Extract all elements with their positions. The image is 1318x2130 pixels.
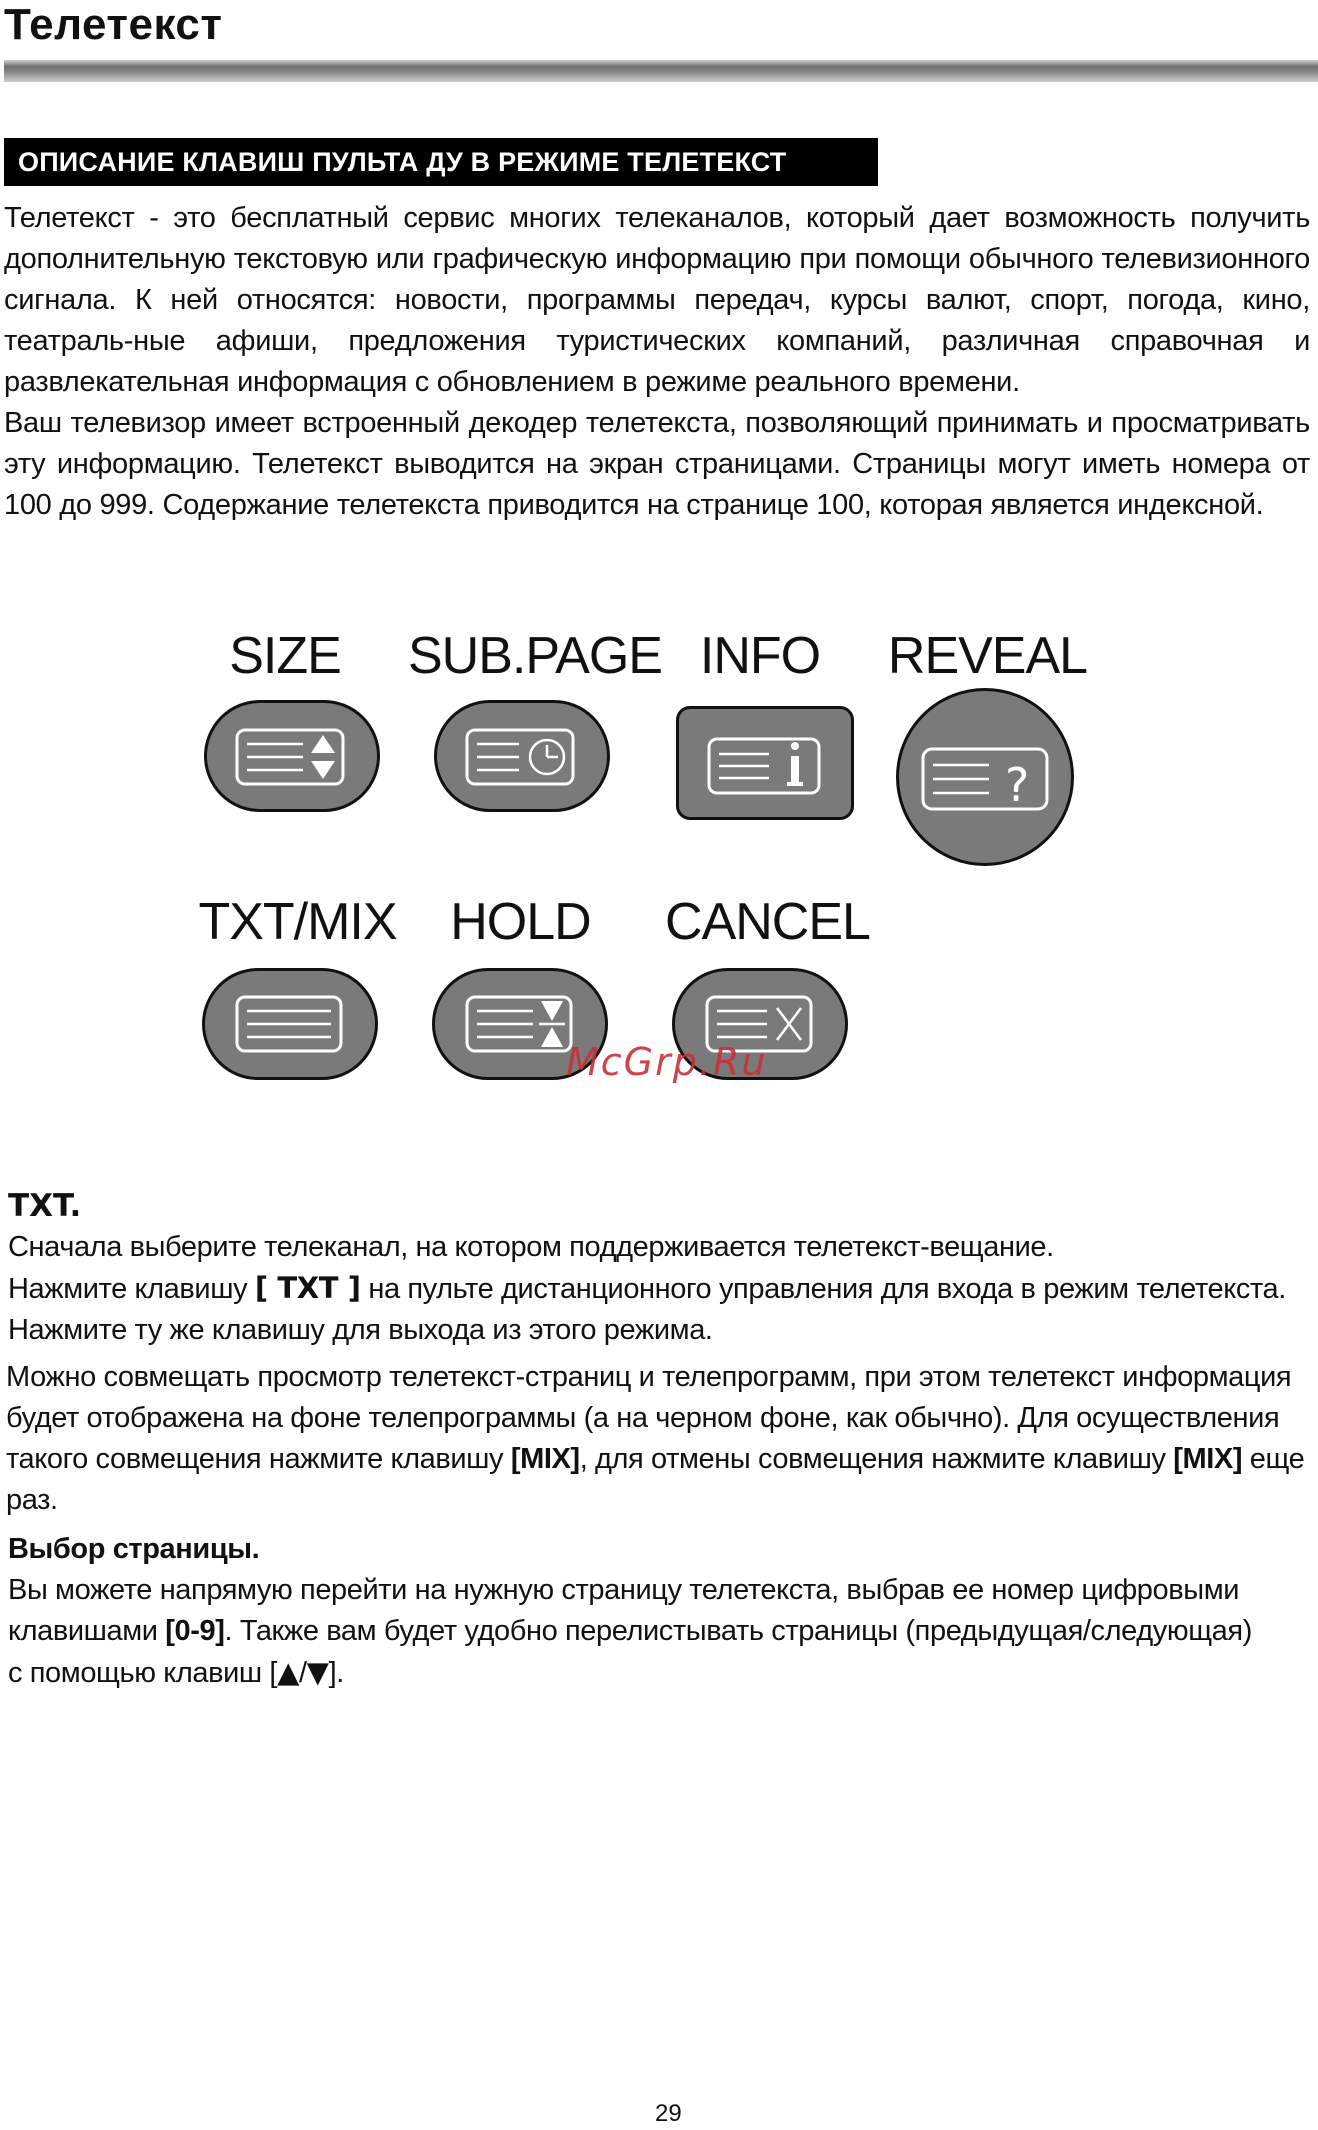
cancel-key-label: CANCEL <box>665 893 870 951</box>
txt-section <box>8 1186 1314 1351</box>
question-icon <box>899 691 1071 863</box>
page-select-heading: Выбор страницы. <box>8 1533 260 1565</box>
subpage-key[interactable] <box>434 700 610 812</box>
page-select-section <box>8 1529 1314 1694</box>
subpage-key-label: SUB.PAGE <box>407 627 662 685</box>
size-key[interactable] <box>204 700 380 812</box>
txt-line-3: Нажмите ту же клавишу для выхода из этого режима. <box>8 1314 713 1346</box>
size-icon <box>207 703 377 809</box>
info-icon <box>679 709 851 817</box>
up-arrow-icon: ▲ <box>277 1655 299 1689</box>
page-select-text: Вы можете напрямую перейти на нужную страницу телетекста, выбрав ее номер цифровыми клавишами [0-9]. Также вам будет удобно перелистывать страницы (предыдущая/следующая) с помощью клавиш [▲/▼]. <box>8 1574 1252 1689</box>
page-number: 29 <box>655 2100 682 2127</box>
intro-paragraph-2: Ваш телевизор имеет встроенный декодер телетекста, позволяющий принимать и просматривать эту информацию. Телетекст выводится на экран страницами. Страницы могут иметь номера от 100 до 999. Содержание телетекста приводится на странице 100, которая является индексной. <box>4 407 1310 521</box>
txtmix-key[interactable] <box>202 968 378 1080</box>
down-arrow-icon: ▼ <box>306 1655 329 1689</box>
mix-paragraph: Можно совмещать просмотр телетекст-страниц и телепрограмм, при этом телетекст информация будет отображена на фоне телепрограммы (а на черном фоне, как обычно). Для осуществления такого совмещения нажмите клавишу [MIX], для отмены совмещения нажмите клавишу [MIX] еще раз. <box>6 1361 1305 1516</box>
txt-key-ref: [ TXT ] <box>254 1271 361 1305</box>
title-rule <box>4 60 1318 82</box>
clock-icon <box>437 703 607 809</box>
intro-paragraph-1: Телетекст - это бесплатный сервис многих телеканалов, который дает возможность получить дополнительную текстовую или графическую информацию при помощи обычного телевизионного сигнала. К ней относятся: новости, программы передач, курсы валют, спорт, погода, кино, театраль-ные афиши, предложения туристических компаний, различная справочная и развлекательная информация с обновлением в режиме реального времени. <box>4 202 1310 398</box>
txt-line-1: Сначала выберите телеканал, на котором поддерживается телетекст-вещание. <box>8 1231 1054 1263</box>
reveal-key-label: REVEAL <box>887 627 1088 685</box>
txtmix-key-label: TXT/MIX <box>198 893 397 951</box>
reveal-key[interactable] <box>896 688 1074 866</box>
text-icon <box>205 971 375 1077</box>
txt-heading: TXT. <box>8 1188 82 1224</box>
hold-key-label: HOLD <box>450 893 591 951</box>
info-key[interactable] <box>676 706 854 820</box>
size-key-label: SIZE <box>229 627 341 685</box>
info-key-label: INFO <box>699 627 821 685</box>
svg-text:?: ? <box>1005 758 1030 812</box>
page-title: Телетекст <box>4 0 223 49</box>
section-banner: ОПИСАНИЕ КЛАВИШ ПУЛЬТА ДУ В РЕЖИМЕ ТЕЛЕТЕКСТ <box>4 138 878 186</box>
txt-line-2: Нажмите клавишу [ TXT ] на пульте дистанционного управления для входа в режим телетекста. <box>8 1271 1286 1305</box>
watermark: McGrp.Ru <box>566 1040 768 1084</box>
